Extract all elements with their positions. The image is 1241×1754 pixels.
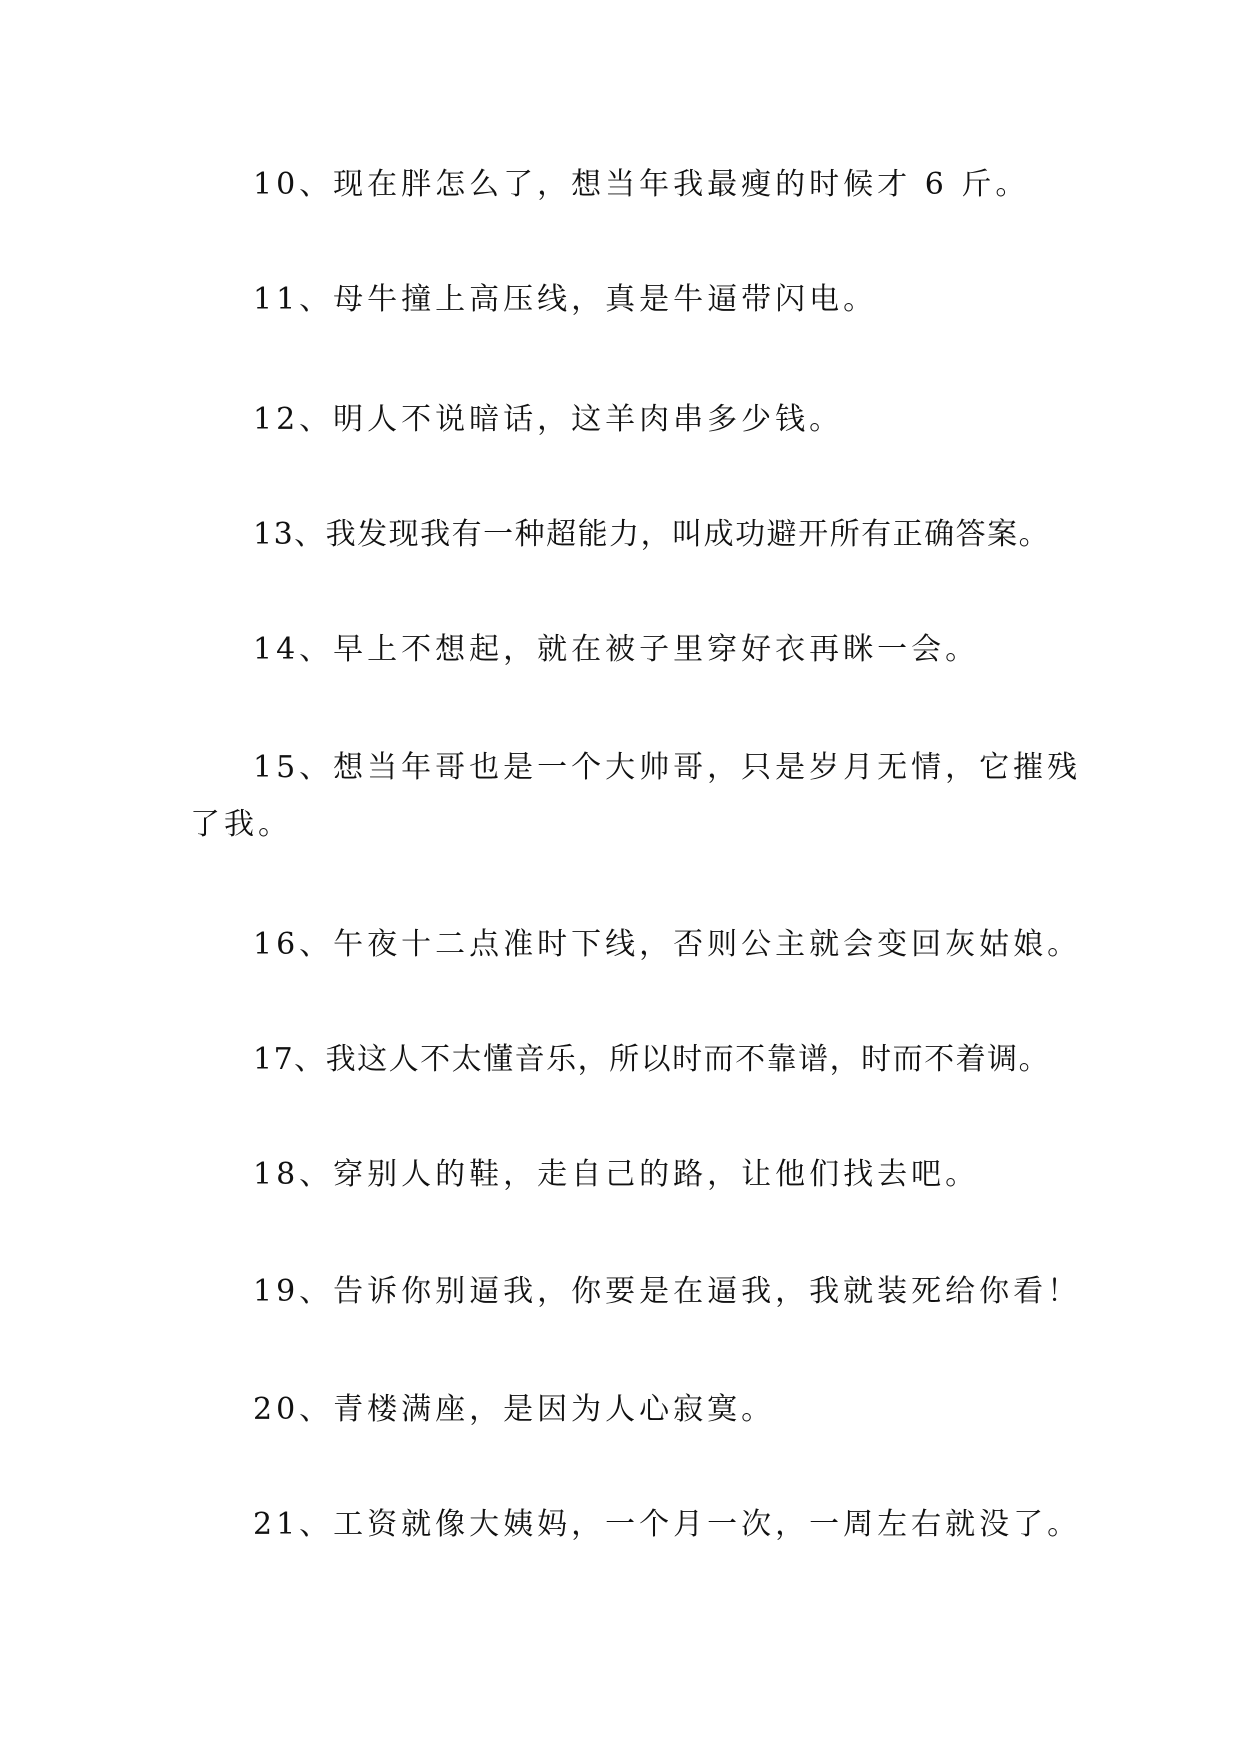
joke-line-21: 21、工资就像大姨妈，一个月一次，一周左右就没了。	[253, 1507, 1082, 1542]
joke-line-15-part-2: 了我。	[190, 807, 292, 842]
joke-line-16: 16、午夜十二点准时下线，否则公主就会变回灰姑娘。	[253, 927, 1082, 962]
joke-line-13: 13、我发现我有一种超能力，叫成功避开所有正确答案。	[253, 517, 1051, 552]
joke-line-17: 17、我这人不太懂音乐，所以时而不靠谱，时而不着调。	[253, 1042, 1051, 1077]
joke-line-15-part-1: 15、想当年哥也是一个大帅哥，只是岁月无情，它摧残	[253, 750, 1082, 785]
joke-line-10: 10、现在胖怎么了，想当年我最瘦的时候才 6 斤。	[253, 167, 1030, 202]
joke-line-19: 19、告诉你别逼我，你要是在逼我，我就装死给你看！	[253, 1274, 1082, 1309]
joke-line-20: 20、青楼满座，是因为人心寂寞。	[253, 1392, 776, 1427]
joke-line-14: 14、早上不想起，就在被子里穿好衣再眯一会。	[253, 632, 980, 667]
joke-line-12: 12、明人不说暗话，这羊肉串多少钱。	[253, 402, 844, 437]
joke-line-18: 18、穿别人的鞋，走自己的路，让他们找去吧。	[253, 1157, 980, 1192]
joke-line-11: 11、母牛撞上高压线，真是牛逼带闪电。	[253, 282, 878, 317]
